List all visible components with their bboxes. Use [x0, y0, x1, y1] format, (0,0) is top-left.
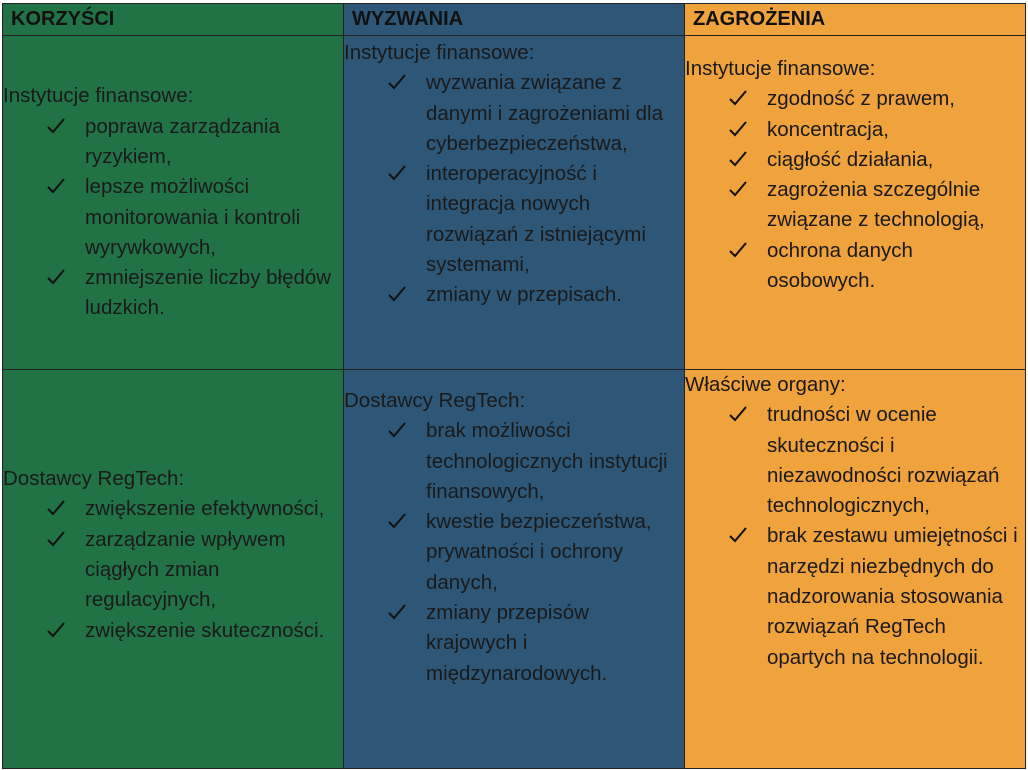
list-item	[344, 159, 684, 280]
cell-threats-institutions	[685, 36, 1026, 370]
regtech-table	[2, 3, 1026, 769]
list-item-text: zwiększenie skuteczności.	[85, 618, 325, 642]
list-item	[344, 68, 684, 159]
cell-threats-authorities	[685, 370, 1026, 769]
header-benefits: KORZYŚCI	[3, 4, 344, 36]
list-item	[344, 598, 684, 689]
list-item	[3, 616, 343, 646]
list-item-text: brak zestawu umiejętności i narzędzi niezbędnych do nadzorowania stosowania rozwiązań RegTech opartych na technologii.	[767, 524, 1018, 669]
list-item	[685, 145, 1025, 175]
item-list	[685, 84, 1025, 296]
list-item-text: brak możliwości technologicznych instytucji finansowych,	[426, 419, 668, 503]
cell-challenges-institutions	[344, 36, 685, 370]
list-item	[3, 494, 343, 524]
list-item-text: zwiększenie efektywności,	[85, 497, 325, 521]
list-item-text: zagrożenia szczególnie związane z technologią,	[767, 178, 985, 232]
item-list	[344, 416, 684, 689]
group-label: Instytucje finansowe:	[3, 84, 194, 108]
list-item-text: ciągłość działania,	[767, 147, 934, 171]
list-item	[685, 521, 1025, 672]
list-item-text: zmiany przepisów krajowych i międzynarodowych.	[426, 601, 608, 685]
cell-benefits-regtech	[3, 370, 344, 769]
list-item	[344, 416, 684, 507]
header-threats: ZAGROŻENIA	[685, 4, 1026, 36]
cell-challenges-regtech	[344, 370, 685, 769]
list-item-text: lepsze możliwości monitorowania i kontroli wyrywkowych,	[85, 175, 301, 259]
item-list	[344, 68, 684, 310]
list-item-text: zarządzanie wpływem ciągłych zmian regulacyjnych,	[85, 527, 286, 612]
header-challenges: WYZWANIA	[344, 4, 685, 36]
list-item-text: wyzwania związane z danymi i zagrożeniami dla cyberbezpieczeństwa,	[426, 71, 664, 155]
item-list	[3, 494, 343, 645]
list-item	[685, 84, 1025, 114]
item-list	[3, 112, 343, 324]
list-item	[3, 263, 343, 324]
group-label: Dostawcy RegTech:	[3, 467, 185, 491]
list-item-text: zgodność z prawem,	[767, 87, 956, 111]
list-item-text: zmiany w przepisach.	[426, 283, 622, 307]
list-item	[685, 115, 1025, 145]
item-list	[685, 400, 1025, 673]
list-item-text: zmniejszenie liczby błędów ludzkich.	[85, 266, 332, 320]
list-item	[3, 172, 343, 263]
list-item	[344, 280, 684, 310]
list-item-text: poprawa zarządzania ryzykiem,	[85, 114, 280, 168]
list-item-text: koncentracja,	[767, 117, 889, 141]
list-item	[3, 112, 343, 173]
list-item-text: ochrona danych osobowych.	[767, 238, 913, 293]
row-financial-institutions	[3, 36, 1026, 370]
row-second-group	[3, 370, 1026, 769]
cell-benefits-institutions	[3, 36, 344, 370]
list-item	[685, 236, 1025, 297]
header-row	[3, 4, 1026, 36]
group-label: Instytucje finansowe:	[344, 41, 535, 64]
list-item	[685, 400, 1025, 521]
list-item	[685, 175, 1025, 236]
list-item	[3, 525, 343, 616]
list-item-text: interoperacyjność i integracja nowych rozwiązań z istniejącymi systemami,	[426, 162, 646, 277]
list-item-text: trudności w ocenie skuteczności i niezawodności rozwiązań technologicznych,	[767, 403, 1000, 518]
list-item	[344, 507, 684, 598]
group-label: Instytucje finansowe:	[685, 57, 876, 80]
group-label: Dostawcy RegTech:	[344, 389, 526, 412]
group-label: Właściwe organy:	[685, 373, 846, 396]
list-item-text: kwestie bezpieczeństwa, prywatności i ochrony danych,	[426, 510, 652, 594]
